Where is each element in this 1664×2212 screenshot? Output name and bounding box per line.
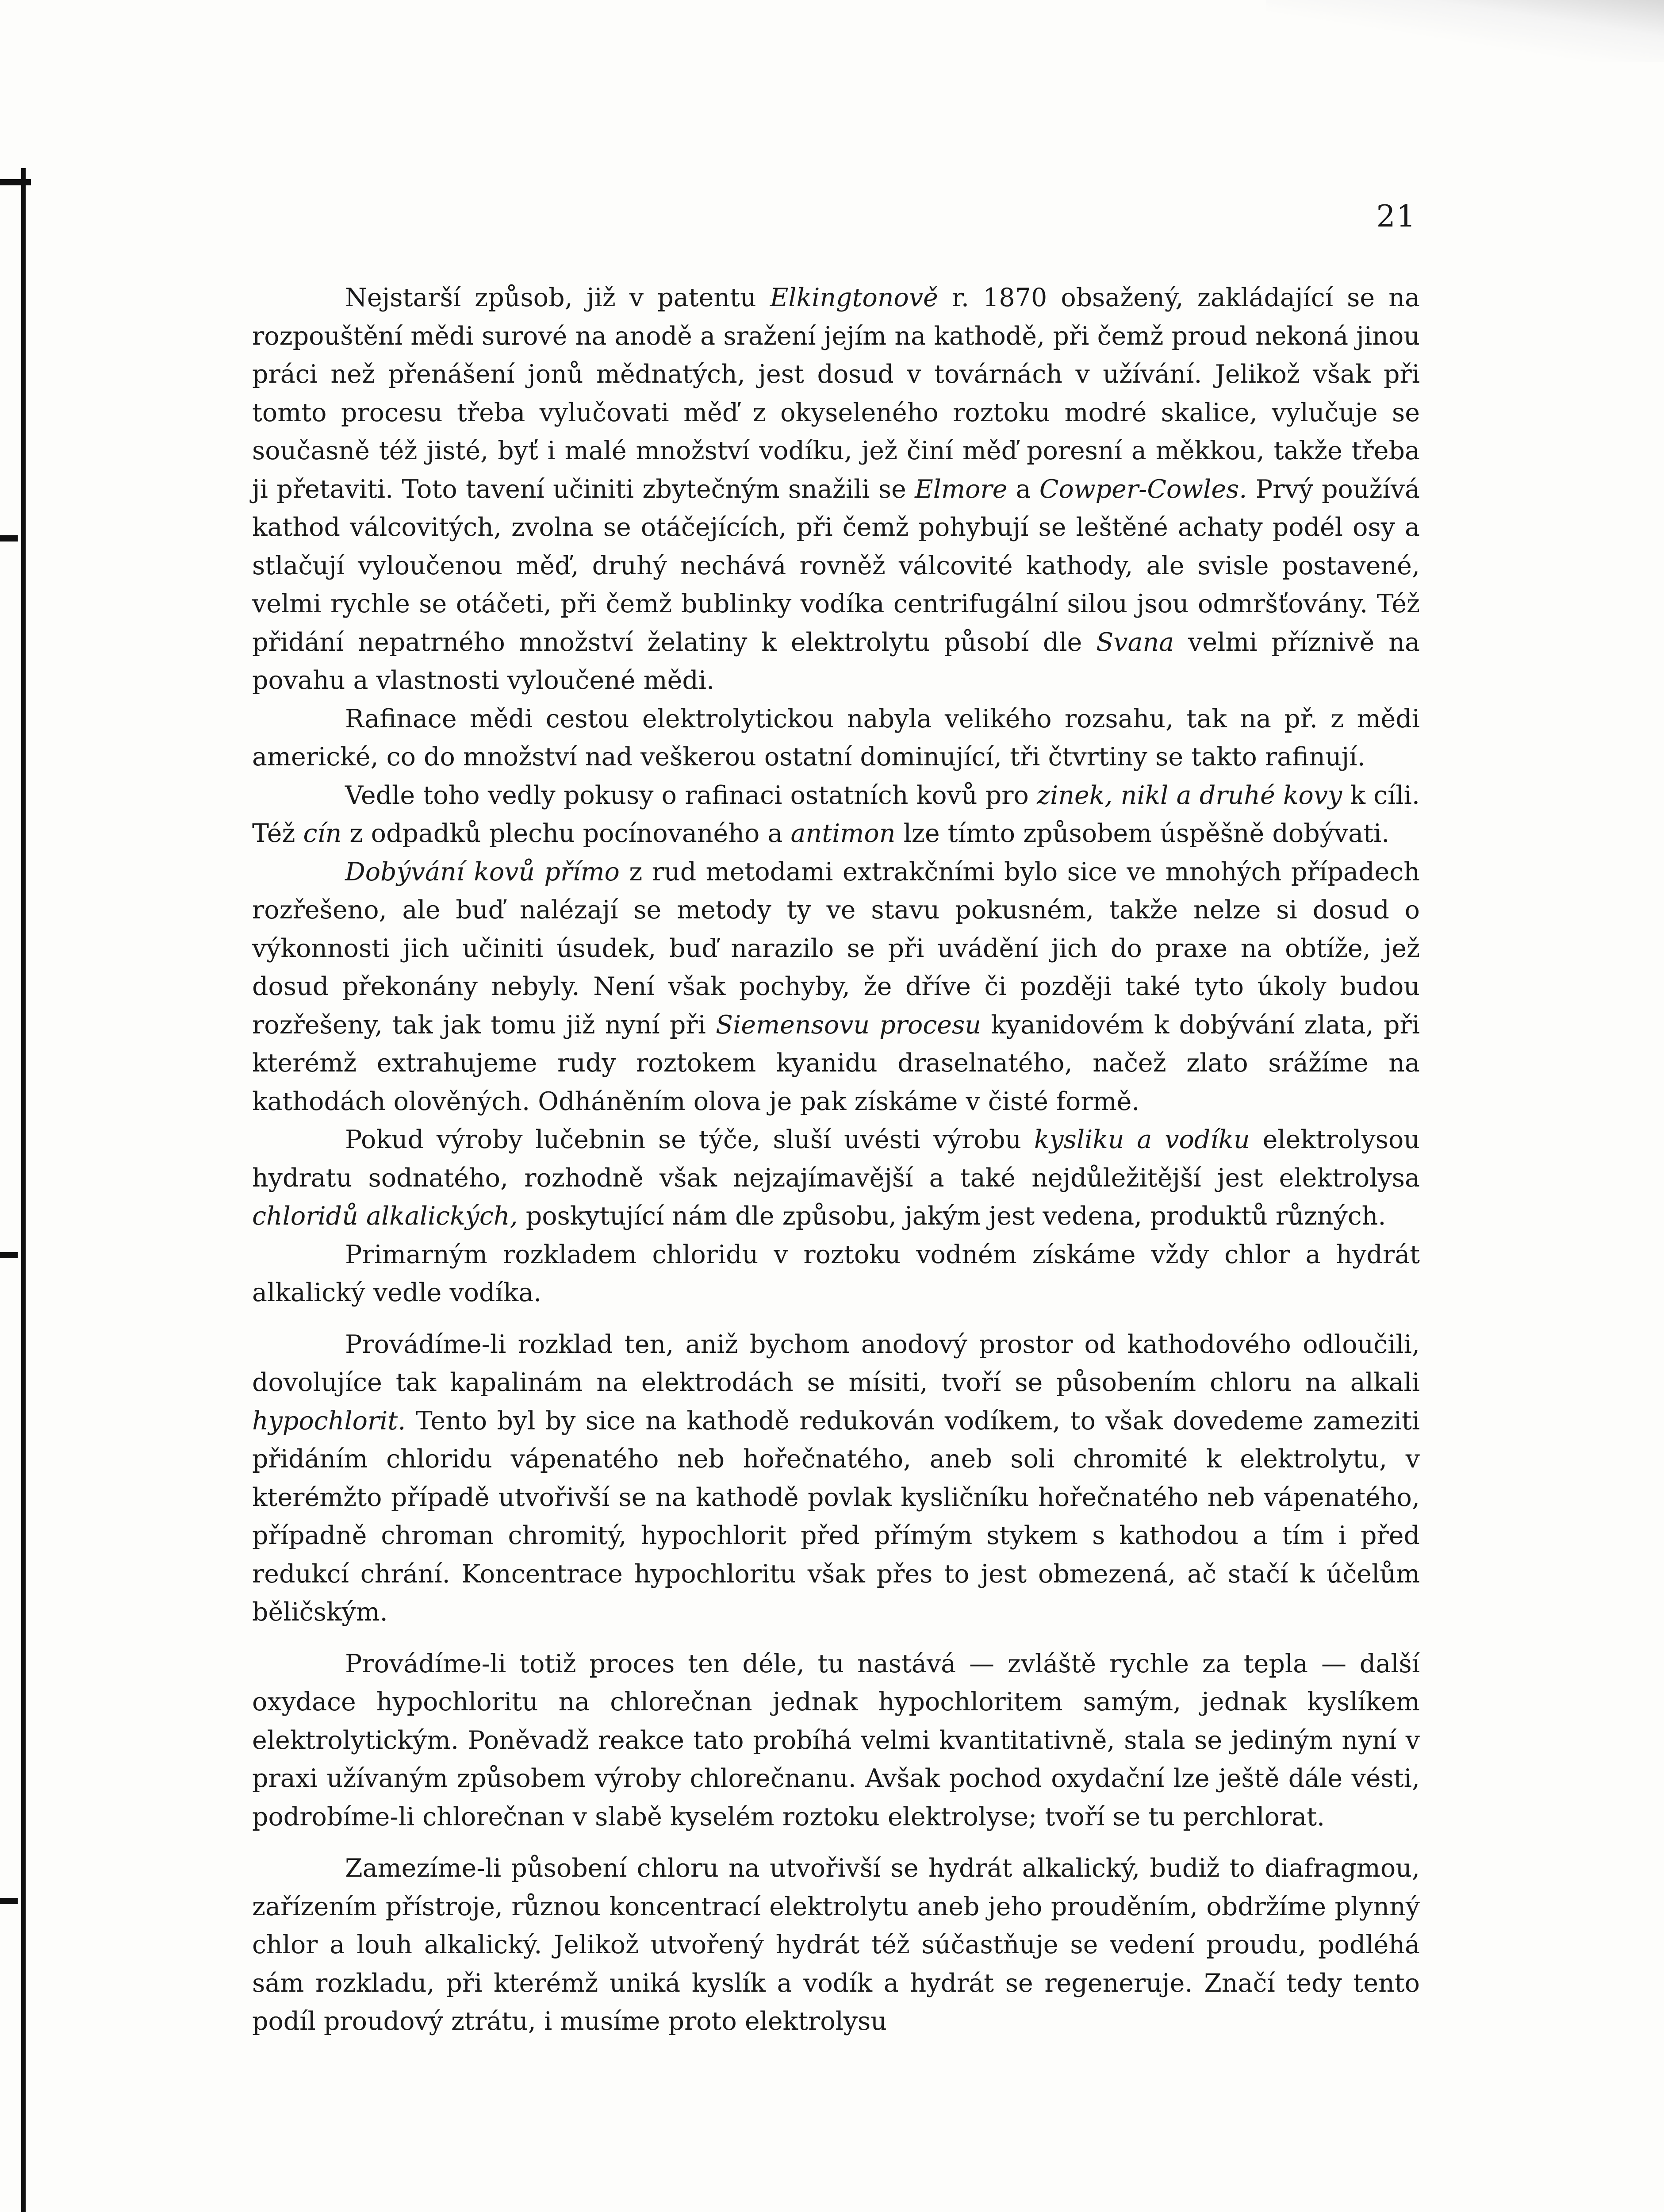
emphasized-text: Elkingtonově bbox=[770, 283, 938, 312]
body-text bbox=[252, 279, 1420, 2041]
text-run: Zamezíme-li působení chloru na utvořivší se hydrát alkalický, budiž to diafragmou, zařízením přístroje, různou koncentrací elektrolytu aneb jeho prouděním, obdržíme plynný chlor a louh alkalický. Jelikož utvořený hydrát též súčastňuje se vedení proudu, podléhá sám rozkladu, při kterémž uniká kyslík a vodík a hydrát se regeneruje. Značí tedy tento podíl proudový ztrátu, i musíme proto elektrolysu bbox=[252, 1854, 1420, 2036]
text-run: z odpadků plechu pocínovaného a bbox=[341, 819, 791, 848]
text-run: Pokud výroby lučebnin se týče, sluší uvésti výrobu bbox=[345, 1125, 1034, 1154]
text-run: Vedle toho vedly pokusy o rafinaci ostatních kovů pro bbox=[345, 780, 1037, 810]
text-run: poskytující nám dle způsobu, jakým jest vedena, produktů různých. bbox=[518, 1202, 1386, 1231]
emphasized-text: cín bbox=[303, 819, 342, 848]
paragraph bbox=[252, 776, 1420, 853]
page-number: 21 bbox=[1376, 199, 1416, 234]
text-run: Provádíme-li rozklad ten, aniž bychom anodový prostor od kathodového odloučili, dovolujíce tak kapalinám na elektrodách se mísiti, tvoří se působením chloru na alkali bbox=[252, 1329, 1420, 1397]
emphasized-text: hypochlorit. bbox=[252, 1406, 406, 1436]
text-run: Tento byl by sice na kathodě redukován vodíkem, to však dovedeme zameziti přidáním chloridu vápenatého neb hořečnatého, aneb soli chromité k elektrolytu, v kterémžto případě utvořivší se na kathodě povlak kysličníku hořečnatého neb vápenatého, případně chroman chromitý, hypochlorit před přímým stykem s kathodou a tím i před redukcí chrání. Koncentrace hypochloritu však přes to jest obmezená, ač stačí k účelům běličským. bbox=[252, 1406, 1420, 1627]
text-run: lze tímto způsobem úspěšně dobývati. bbox=[895, 819, 1390, 848]
emphasized-text: zinek, nikl a druhé kovy bbox=[1037, 780, 1342, 810]
text-run: Prvý používá kathod válcovitých, zvolna se otáčejících, při čemž pohybují se leštěné achaty podél osy a stlačují vyloučenou měď, druhý nechává rovněž válcovité kathody, ale svisle postavené, velmi rychle se otáčeti, při čemž bublinky vodíka centrifugální silou jsou odmršťovány. Též přidání nepatrného množství želatiny k elektrolytu působí dle bbox=[252, 474, 1420, 657]
text-run: Primarným rozkladem chloridu v roztoku vodném získáme vždy chlor a hydrát alkalický vedle vodíka. bbox=[252, 1240, 1420, 1307]
paragraph bbox=[252, 1849, 1420, 2041]
text-run: z rud metodami extrakčními bylo sice ve mnohých případech rozřešeno, ale buď nalézají se metody ty ve stavu pokusném, takže nelze si dosud o výkonnosti jich učiniti úsudek, buď narazilo se při uvádění jich do praxe na obtíže, jež dosud překonány nebyly. Není však pochyby, že dříve či později také tyto úkoly budou rozřešeny, tak jak tomu již nyní při bbox=[252, 857, 1420, 1040]
emphasized-text: Elmore bbox=[915, 474, 1008, 504]
emphasized-text: Cowper-Cowles. bbox=[1039, 474, 1247, 504]
paragraph bbox=[252, 853, 1420, 1121]
paragraph bbox=[252, 1121, 1420, 1236]
binding-mark bbox=[0, 179, 31, 185]
paragraph bbox=[252, 1325, 1420, 1632]
text-run: Nejstarší způsob, již v patentu bbox=[345, 283, 770, 312]
binding-mark bbox=[0, 1898, 18, 1904]
emphasized-text: Siemensovu procesu bbox=[716, 1010, 981, 1040]
binding-mark bbox=[0, 535, 18, 541]
text-run: velmi příznivě na povahu a vlastnosti vyloučené mědi. bbox=[252, 627, 1420, 695]
emphasized-text: chloridů alkalických, bbox=[252, 1202, 518, 1231]
text-run: elektrolysou hydratu sodnatého, rozhodně však nejzajímavější a také nejdůležitější jest elektrolysa bbox=[252, 1125, 1420, 1193]
emphasized-text: Svana bbox=[1096, 627, 1174, 657]
paragraph bbox=[252, 700, 1420, 776]
text-run: a bbox=[1007, 474, 1039, 504]
emphasized-text: Dobývání kovů přímo bbox=[345, 857, 620, 887]
page-corner-shadow bbox=[1266, 0, 1664, 62]
emphasized-text: antimon bbox=[790, 819, 896, 848]
paragraph bbox=[252, 279, 1420, 700]
text-run: Rafinace mědi cestou elektrolytickou nabyla velikého rozsahu, tak na př. z mědi americké, co do množství nad veškerou ostatní dominující, tři čtvrtiny se takto rafinují. bbox=[252, 704, 1420, 772]
text-run: r. 1870 obsažený, zakládající se na rozpouštění mědi surové na anodě a sražení jejím na kathodě, při čemž proud nekoná jinou práci než přenášení jonů mědnatých, jest dosud v továrnách v užívání. Jelikož však při tomto procesu třeba vylučovati měď z okyseleného roztoku modré skalice, vylučuje se současně též jisté, byť i malé množství vodíku, jež činí měď poresní a měkkou, takže třeba ji přetaviti. Toto tavení učiniti zbytečným snažili se bbox=[252, 283, 1420, 504]
paragraph bbox=[252, 1236, 1420, 1312]
paragraph bbox=[252, 1645, 1420, 1836]
page-left-edge bbox=[21, 168, 26, 2212]
emphasized-text: kysliku a vodíku bbox=[1034, 1125, 1250, 1154]
text-run: k cíli. Též bbox=[252, 780, 1420, 848]
text-run: kyanidovém k dobývání zlata, při kterémž extrahujeme rudy roztokem kyanidu draselnatého, načež zlato srážíme na kathodách olověných. Odháněním olova je pak získáme v čisté formě. bbox=[252, 1010, 1420, 1116]
binding-mark bbox=[0, 1252, 18, 1258]
text-run: Provádíme-li totiž proces ten déle, tu nastává — zvláště rychle za tepla — další oxydace hypochloritu na chlorečnan jednak hypochloritem samým, jednak kyslíkem elektrolytickým. Poněvadž reakce tato probíhá velmi kvantitativně, stala se jediným nyní v praxi užívaným způsobem výroby chlorečnanu. Avšak pochod oxydační lze ještě dále vésti, podrobíme-li chlorečnan v slabě kyselém roztoku elektrolyse; tvoří se tu perchlorat. bbox=[252, 1649, 1420, 1832]
